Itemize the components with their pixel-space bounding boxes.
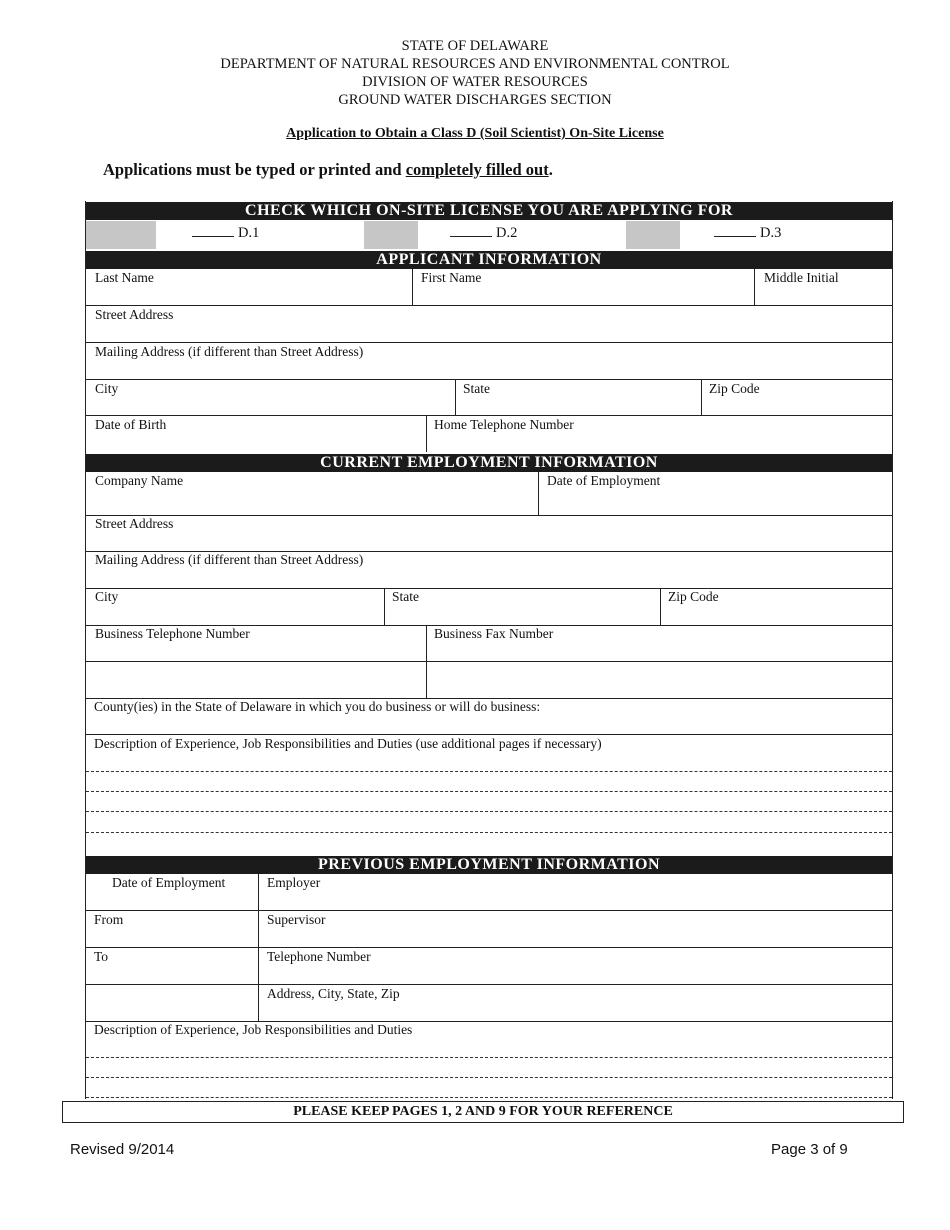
shade-block	[364, 221, 418, 249]
reference-notice: PLEASE KEEP PAGES 1, 2 AND 9 FOR YOUR REFERENCE	[62, 1101, 904, 1123]
company-state-field[interactable]	[385, 589, 660, 625]
last-name-field[interactable]	[86, 269, 412, 305]
dashed-line	[86, 811, 892, 812]
license-heading: CHECK WHICH ON-SITE LICENSE YOU ARE APPLYING FOR	[86, 202, 892, 220]
revision-date: Revised 9/2014	[70, 1141, 175, 1158]
prev-date-employment-label: Date of Employment	[112, 875, 226, 890]
applicant-mailing-field[interactable]	[86, 343, 892, 379]
license-option-d1[interactable]: D.1	[192, 224, 259, 242]
employer-field[interactable]	[259, 874, 892, 910]
applicant-city-field[interactable]	[86, 380, 455, 415]
dashed-line	[86, 1077, 892, 1078]
company-street-field[interactable]	[86, 516, 892, 551]
prev-telephone-field[interactable]	[259, 948, 892, 984]
applicant-mailing-label: Mailing Address (if different than Street Address)	[95, 344, 364, 359]
applicant-street-label: Street Address	[95, 307, 174, 322]
applicant-city-label: City	[95, 381, 119, 396]
business-fax-field[interactable]	[427, 626, 892, 698]
dashed-line	[86, 791, 892, 792]
company-zip-label: Zip Code	[668, 589, 719, 604]
page-number: Page 3 of 9	[771, 1141, 848, 1158]
company-city-label: City	[95, 589, 119, 604]
agency-division: DIVISION OF WATER RESOURCES	[362, 74, 588, 90]
applicant-street-field[interactable]	[86, 306, 892, 342]
from-label: From	[94, 912, 124, 927]
applicant-heading: APPLICANT INFORMATION	[86, 251, 892, 269]
applicant-zip-field[interactable]	[702, 380, 892, 415]
to-label: To	[94, 949, 109, 964]
first-name-label: First Name	[421, 270, 482, 285]
current-description-label: Description of Experience, Job Responsibilities and Duties (use additional pages if necessary)	[94, 736, 602, 751]
current-date-employment-label: Date of Employment	[547, 473, 661, 488]
dob-field[interactable]	[86, 416, 426, 452]
company-mailing-label: Mailing Address (if different than Street Address)	[95, 552, 364, 567]
applicant-zip-label: Zip Code	[709, 381, 760, 396]
middle-initial-label: Middle Initial	[764, 270, 839, 285]
agency-department: DEPARTMENT OF NATURAL RESOURCES AND ENVIRONMENTAL CONTROL	[220, 56, 730, 72]
current-employment-heading: CURRENT EMPLOYMENT INFORMATION	[86, 454, 892, 472]
home-phone-label: Home Telephone Number	[434, 417, 574, 432]
prev-description-field[interactable]	[86, 1022, 892, 1098]
prev-description-label: Description of Experience, Job Responsibilities and Duties	[94, 1022, 413, 1037]
prev-telephone-label: Telephone Number	[267, 949, 371, 964]
last-name-label: Last Name	[95, 270, 154, 285]
counties-label: County(ies) in the State of Delaware in which you do business or will do business:	[94, 699, 541, 714]
dashed-line	[86, 771, 892, 772]
applicant-state-field[interactable]	[456, 380, 701, 415]
current-date-employment-field[interactable]	[539, 472, 892, 515]
dob-label: Date of Birth	[95, 417, 167, 432]
license-option-d2[interactable]: D.2	[450, 224, 517, 242]
dashed-line	[86, 1057, 892, 1058]
from-date-field[interactable]	[86, 911, 258, 947]
license-option-d3[interactable]: D.3	[714, 224, 781, 242]
agency-section: GROUND WATER DISCHARGES SECTION	[338, 92, 612, 108]
current-description-field[interactable]	[86, 735, 892, 855]
form-right-border	[892, 201, 893, 1099]
supervisor-label: Supervisor	[267, 912, 326, 927]
home-phone-field[interactable]	[427, 416, 892, 452]
shade-block	[86, 221, 156, 249]
applicant-state-label: State	[463, 381, 490, 396]
rule	[86, 661, 892, 662]
form-title: Application to Obtain a Class D (Soil Scientist) On-Site License	[286, 126, 664, 141]
first-name-field[interactable]	[413, 269, 754, 305]
business-phone-label: Business Telephone Number	[95, 626, 250, 641]
company-name-field[interactable]	[86, 472, 538, 515]
company-zip-field[interactable]	[661, 589, 892, 625]
to-date-field[interactable]	[86, 948, 258, 984]
counties-field[interactable]	[86, 699, 892, 734]
dashed-line	[86, 832, 892, 833]
company-street-label: Street Address	[95, 516, 174, 531]
business-phone-field[interactable]	[86, 626, 426, 698]
previous-employment-heading: PREVIOUS EMPLOYMENT INFORMATION	[86, 856, 892, 874]
supervisor-field[interactable]	[259, 911, 892, 947]
company-city-field[interactable]	[86, 589, 384, 625]
business-fax-label: Business Fax Number	[434, 626, 554, 641]
prev-address-label: Address, City, State, Zip	[267, 986, 400, 1001]
dashed-line	[86, 1097, 892, 1098]
shade-block	[626, 221, 680, 249]
company-name-label: Company Name	[95, 473, 184, 488]
middle-initial-field[interactable]	[755, 269, 892, 305]
company-state-label: State	[392, 589, 419, 604]
agency-state: STATE OF DELAWARE	[401, 38, 549, 54]
prev-address-field[interactable]	[259, 985, 892, 1021]
instructions: Applications must be typed or printed and completely filled out.	[103, 160, 553, 179]
company-mailing-field[interactable]	[86, 552, 892, 588]
employer-label: Employer	[267, 875, 321, 890]
